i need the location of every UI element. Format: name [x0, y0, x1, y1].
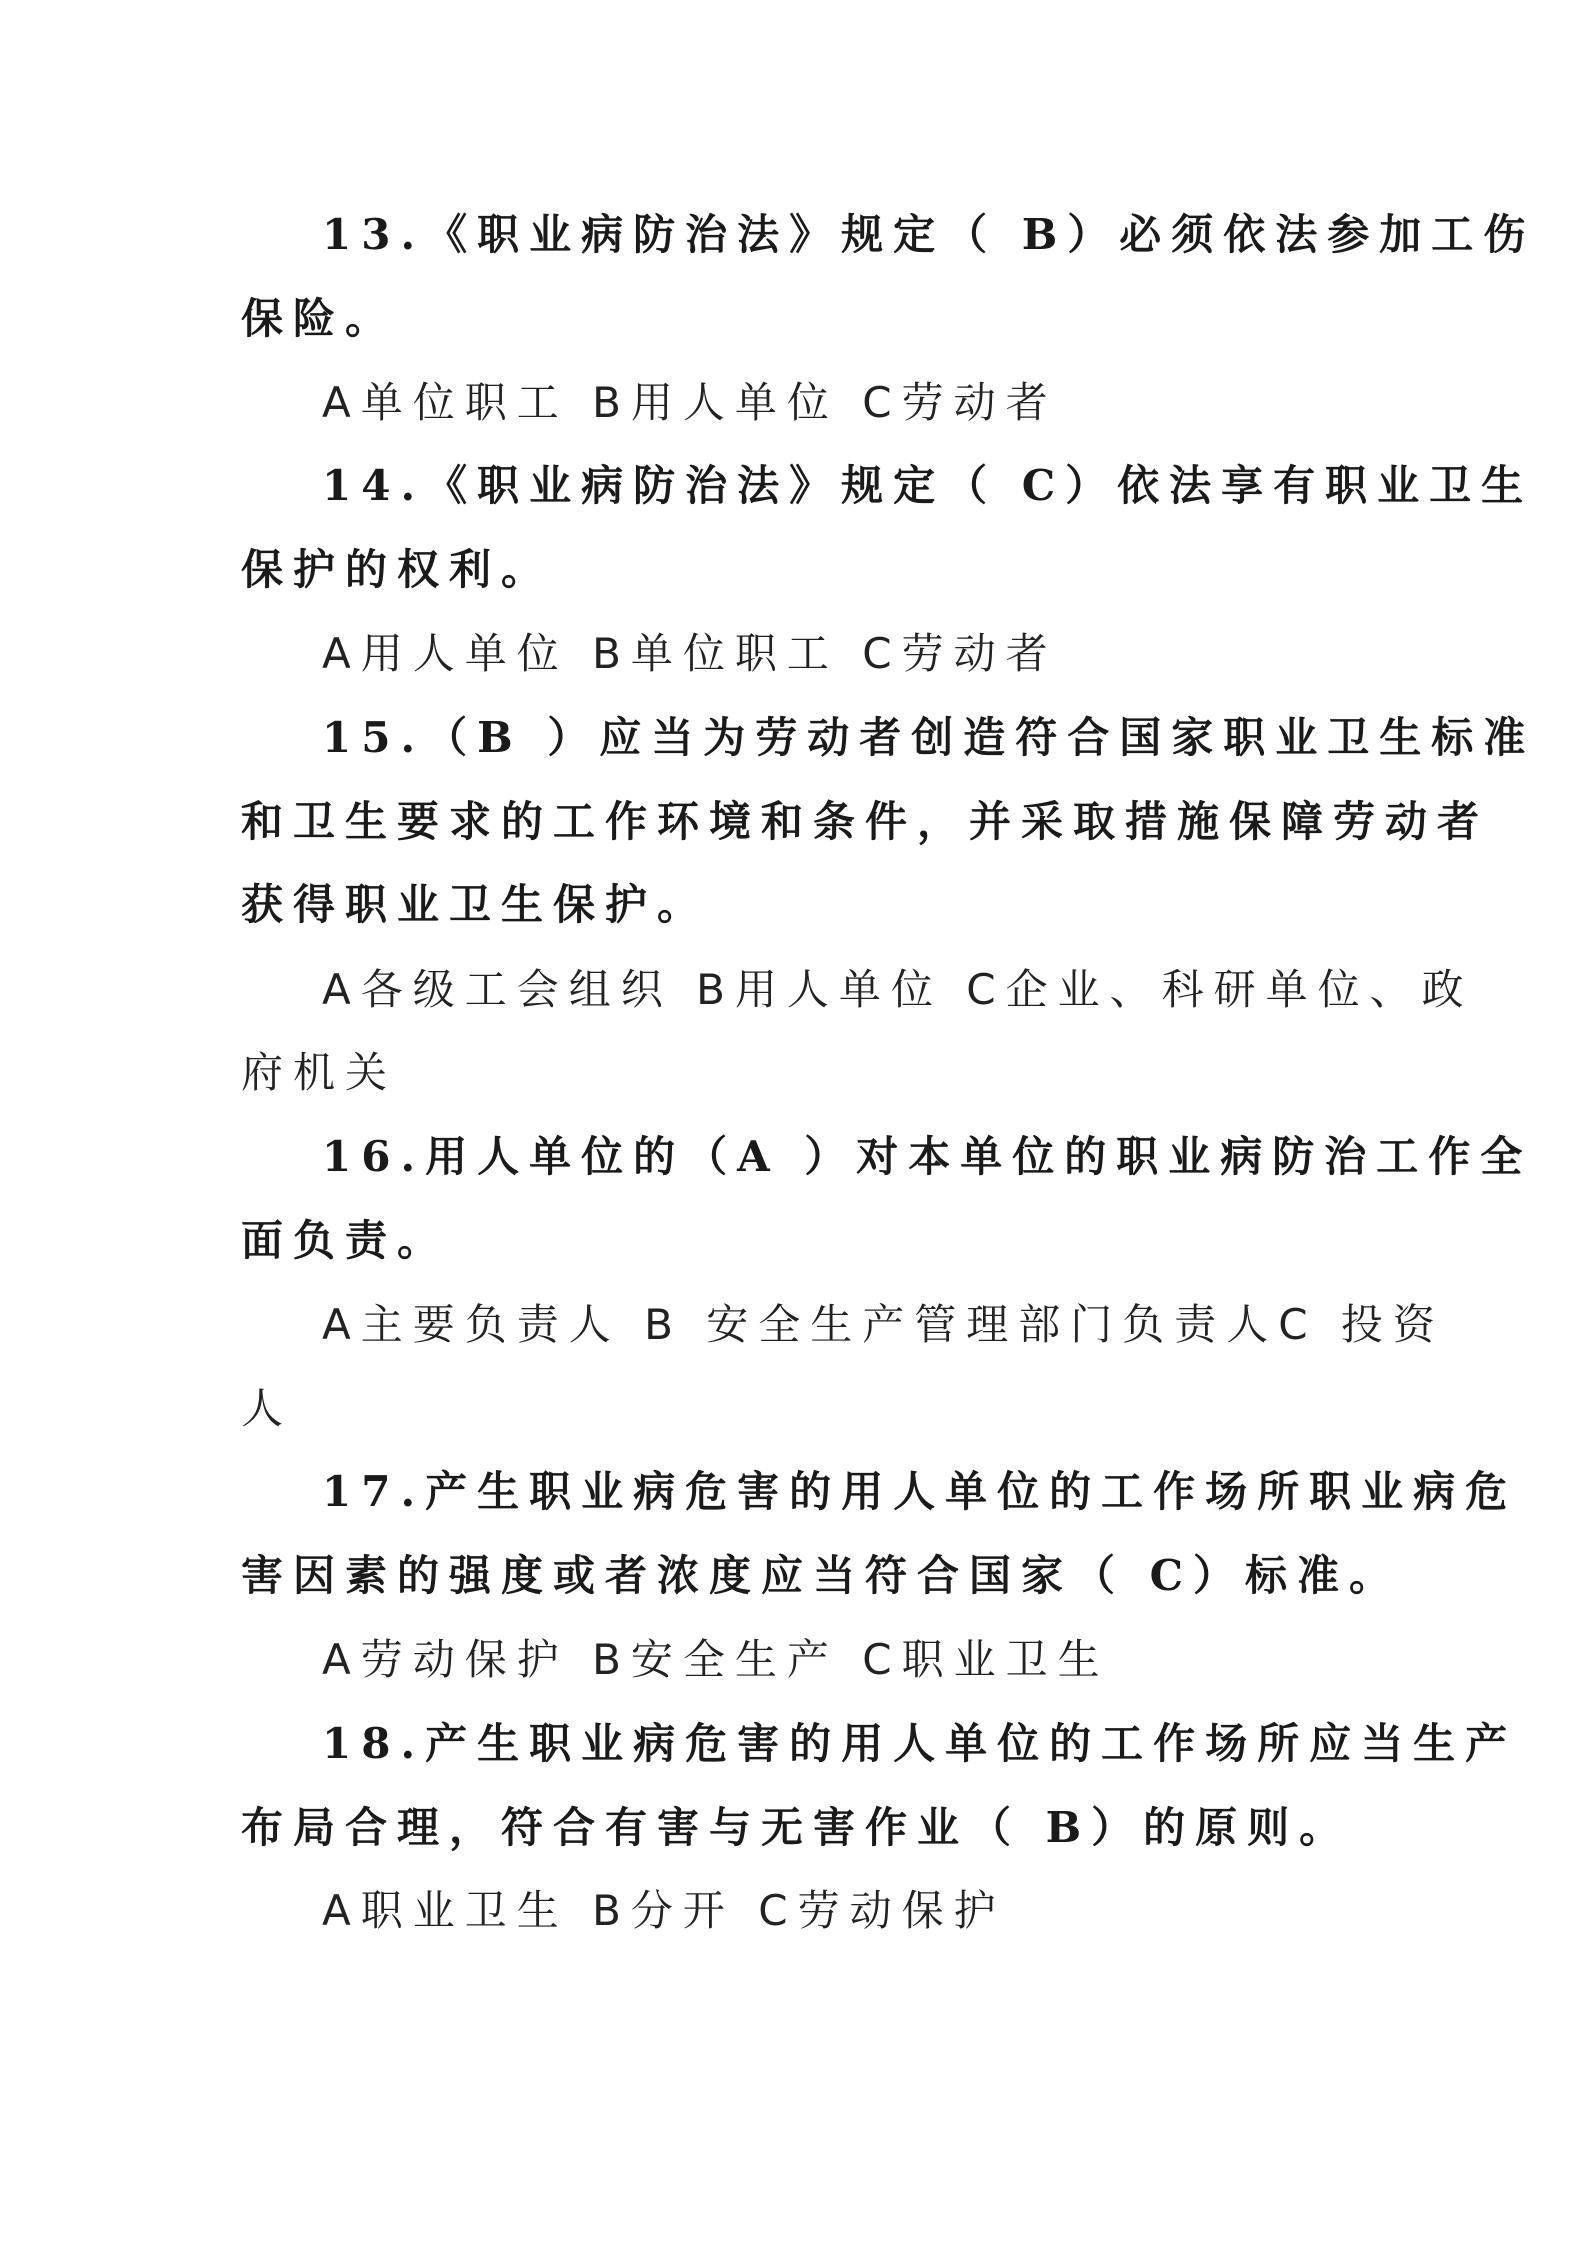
question-15-stem-line-2: 和卫生要求的工作环境和条件，并采取措施保障劳动者: [241, 797, 1490, 846]
question-17-stem-line-1: 17.产生职业病危害的用人单位的工作场所职业病危: [322, 1467, 1518, 1516]
question-15-stem-line-1: 15.（B ）应当为劳动者创造符合国家职业卫生标准: [322, 713, 1536, 762]
question-18-stem-line-2: 布局合理，符合有害与无害作业（ B）的原则。: [241, 1803, 1352, 1852]
question-17-options: A劳动保护 B安全生产 C职业卫生: [322, 1635, 1110, 1684]
question-13-stem-line-1: 13.《职业病防治法》规定（ B）必须依法参加工伤: [322, 210, 1536, 259]
question-15-options-line-1: A各级工会组织 B用人单位 C企业、科研单位、政: [322, 965, 1474, 1014]
question-15-options-line-2: 府机关: [241, 1048, 398, 1097]
question-16-stem-line-1: 16.用人单位的（A ）对本单位的职业病防治工作全: [322, 1132, 1533, 1181]
question-14-options: A用人单位 B单位职工 C劳动者: [322, 629, 1058, 678]
question-14-stem-line-1: 14.《职业病防治法》规定（ C）依法享有职业卫生: [322, 461, 1534, 510]
question-15-stem-line-3: 获得职业卫生保护。: [241, 880, 710, 929]
question-13-stem-line-2: 保险。: [241, 294, 398, 343]
question-13-options: A单位职工 B用人单位 C劳动者: [322, 378, 1058, 427]
question-16-stem-line-2: 面负责。: [241, 1216, 450, 1265]
question-14-stem-line-2: 保护的权利。: [241, 545, 554, 594]
question-18-options: A职业卫生 B分开 C劳动保护: [322, 1886, 1006, 1935]
question-17-stem-line-2: 害因素的强度或者浓度应当符合国家（ C）标准。: [241, 1551, 1402, 1600]
question-16-options-line-2: 人: [241, 1384, 294, 1433]
question-16-options-line-1: A主要负责人 B 安全生产管理部门负责人C 投资: [322, 1300, 1445, 1349]
question-18-stem-line-1: 18.产生职业病危害的用人单位的工作场所应当生产: [322, 1719, 1518, 1768]
